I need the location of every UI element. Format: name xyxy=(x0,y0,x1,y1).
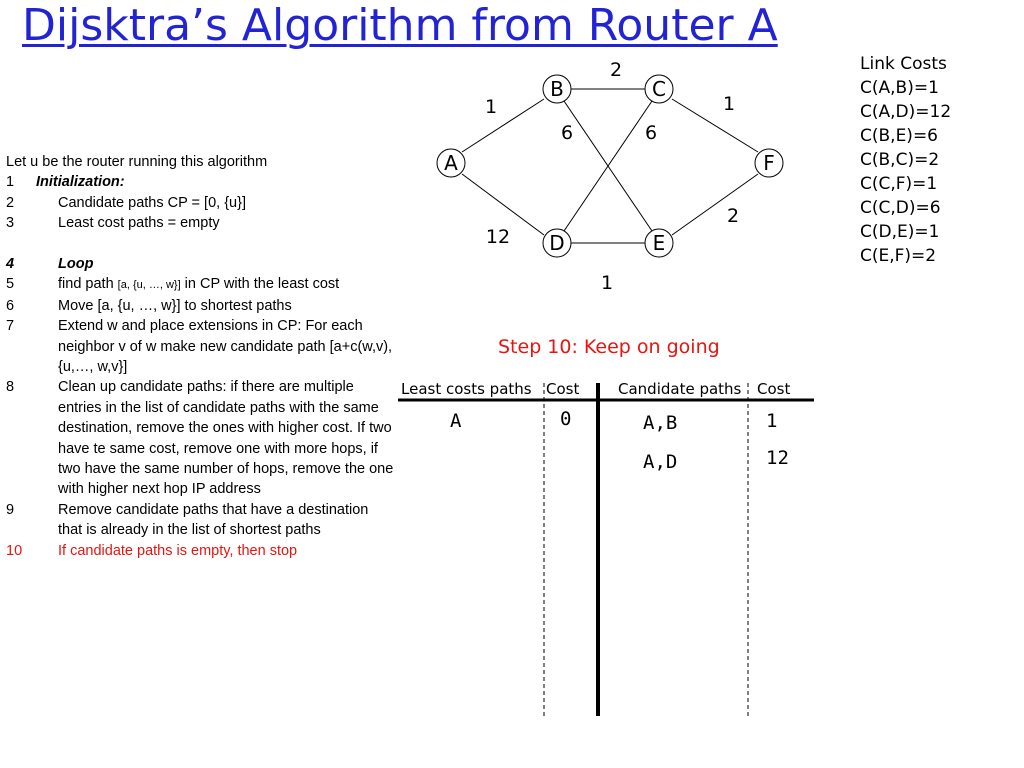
candidate-cost: 1 xyxy=(766,410,778,432)
step-text: Extend w and place extensions in CP: For each neighbor v of w make new candidate path [a+c(w,v), {u,…, w,v}] xyxy=(58,318,393,376)
step-text: Remove candidate paths that have a destination that is already in the list of shortest paths xyxy=(58,501,369,539)
step-text: Move [a, {u, …, w}] to shortest paths xyxy=(58,297,292,314)
link-cost-item: C(C,D)=6 xyxy=(860,198,941,218)
link-cost-item: C(C,F)=1 xyxy=(860,174,938,194)
link-costs-header: Link Costs xyxy=(860,54,947,74)
step-text-part: find path xyxy=(58,276,118,293)
node-label-c: C xyxy=(652,77,666,101)
step-number: 5 xyxy=(6,276,15,293)
step-number: 2 xyxy=(6,194,15,211)
edge-a-b xyxy=(462,99,544,152)
candidate-path: A,B xyxy=(643,412,678,434)
edge-label-ad: 12 xyxy=(485,226,511,248)
link-cost-item: C(B,C)=2 xyxy=(860,150,940,170)
header-cost-left: Cost xyxy=(546,380,580,398)
step-number: 6 xyxy=(6,297,15,314)
step-text: Clean up candidate paths: if there are multiple entries in the list of candidate paths with the same destination, remove the ones with higher cost. If two have te same cost, remove one with more hops, if two have the same number of hops, remove the one with higher next hop IP address xyxy=(58,379,394,498)
step-number: 9 xyxy=(6,501,15,518)
step-number: 7 xyxy=(6,318,15,335)
edge-label-be: 6 xyxy=(560,122,574,144)
step-text-part: in CP with the least cost xyxy=(180,276,340,293)
step-text: Least cost paths = empty xyxy=(58,215,220,232)
step-number: 1 xyxy=(6,174,15,191)
step-number: 3 xyxy=(6,215,15,232)
step-text: Candidate paths CP = [0, {u}] xyxy=(58,194,246,211)
step-number: 4 xyxy=(6,256,15,273)
edge-e-f xyxy=(672,174,758,235)
step-text-small: [a, {u, …, w}] xyxy=(117,279,181,292)
node-label-e: E xyxy=(652,231,666,255)
link-cost-item: C(A,D)=12 xyxy=(860,102,952,122)
algorithm-intro: Let u be the router running this algorithm xyxy=(6,154,268,170)
edge-label-cd: 6 xyxy=(644,122,658,144)
node-label-f: F xyxy=(763,151,775,175)
link-cost-item: C(B,E)=6 xyxy=(860,126,939,146)
least-cost-value: 0 xyxy=(560,408,572,430)
step-number: 10 xyxy=(6,542,23,559)
header-candidate-paths: Candidate paths xyxy=(618,380,742,398)
candidate-cost: 12 xyxy=(766,447,789,469)
node-label-a: A xyxy=(444,151,458,175)
step-text: If candidate paths is empty, then stop xyxy=(58,542,298,559)
candidate-path: A,D xyxy=(643,451,678,473)
header-cost-right: Cost xyxy=(757,380,791,398)
link-cost-item: C(A,B)=1 xyxy=(860,78,939,98)
edge-label-de: 1 xyxy=(600,272,614,294)
step-title: Step 10: Keep on going xyxy=(498,336,720,358)
step-text: Initialization: xyxy=(36,174,125,191)
edge-label-bc: 2 xyxy=(609,59,623,81)
link-cost-item: C(E,F)=2 xyxy=(860,246,937,266)
step-number: 8 xyxy=(6,379,15,396)
step-text: Loop xyxy=(58,256,94,273)
least-cost-path: A xyxy=(450,410,462,432)
node-label-d: D xyxy=(549,231,565,255)
edge-label-cf: 1 xyxy=(722,93,736,115)
node-label-b: B xyxy=(550,77,564,101)
slide-title: Dijsktra’s Algorithm from Router A xyxy=(22,0,778,51)
edge-c-f xyxy=(672,99,758,152)
link-cost-item: C(D,E)=1 xyxy=(860,222,940,242)
edge-label-ef: 2 xyxy=(726,205,740,227)
edge-label-ab: 1 xyxy=(484,96,498,118)
header-least-costs-paths: Least costs paths xyxy=(401,380,532,398)
